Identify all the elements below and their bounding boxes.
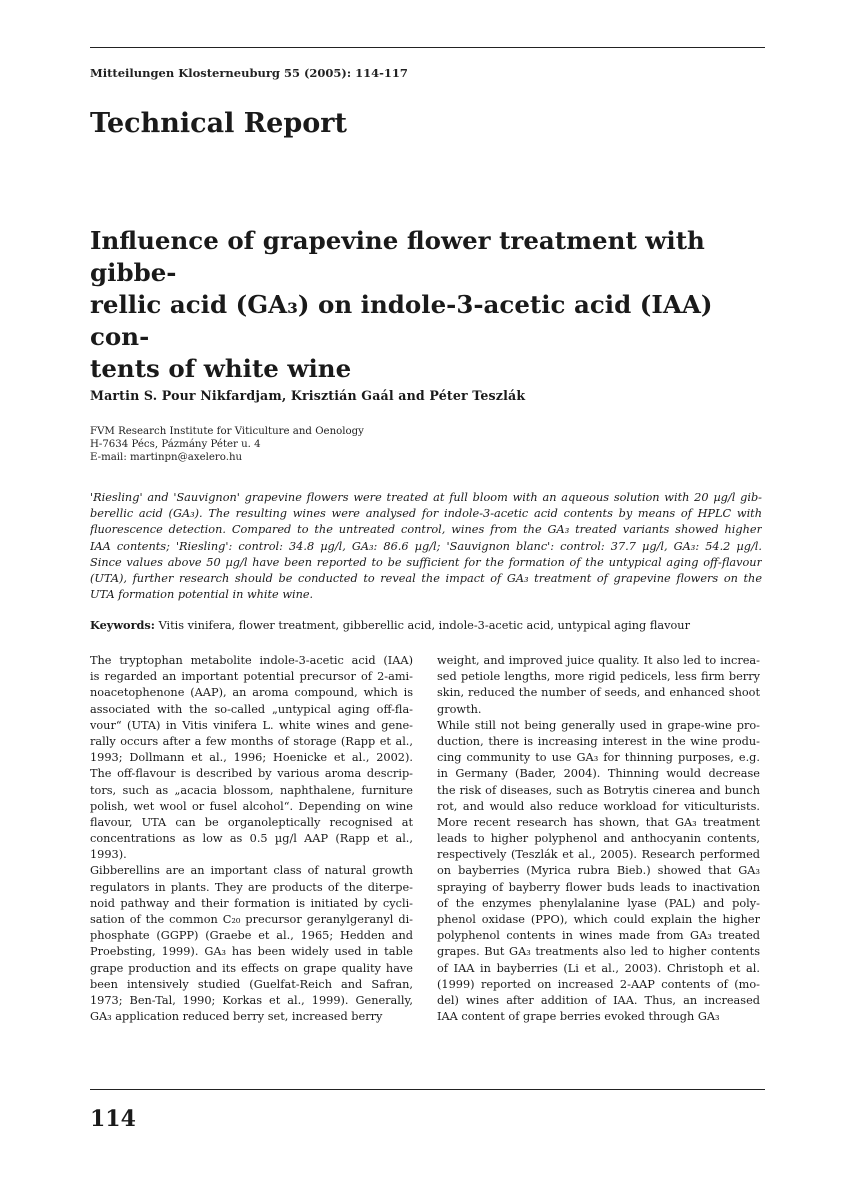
body-line: of the enzymes phenylalanine lyase (PAL) and poly- — [437, 896, 760, 910]
keywords-line — [90, 617, 762, 634]
body-line: (1999) reported on increased 2-AAP contents of (mo- — [437, 977, 760, 991]
journal-citation: Mitteilungen Klosterneuburg 55 (2005): 114-117 — [90, 66, 408, 80]
body-line: phosphate (GGPP) (Graebe et al., 1965; Hedden and — [90, 929, 413, 943]
body-line: noacetophenone (AAP), an aroma compound, which is — [90, 686, 413, 700]
body-line: rot, and would also reduce workload for viticulturists. — [437, 799, 760, 813]
body-line: concentrations as low as 0.5 µg/l AAP (Rapp et al., — [90, 832, 413, 846]
body-line: sation of the common C₂₀ precursor geranylgeranyl di- — [90, 913, 413, 926]
top-rule — [90, 47, 765, 48]
body-line: tors, such as „acacia blossom, naphthalene, furniture — [90, 783, 413, 797]
body-line: The off-flavour is described by various aroma descrip- — [90, 767, 413, 781]
body-line: cing community to use GA₃ for thinning purposes, e.g. — [437, 751, 760, 765]
abstract — [90, 490, 762, 603]
keywords-label: Keywords: — [90, 618, 155, 632]
body-line: 1973; Ben-Tal, 1990; Korkas et al., 1999). Generally, — [90, 993, 413, 1007]
body-line: the risk of diseases, such as Botrytis cinerea and bunch — [437, 783, 760, 797]
abstract-line: 'Riesling' and 'Sauvignon' grapevine flowers were treated at full bloom with an aqueous solution with 20 µg/l gib- — [90, 491, 762, 504]
keywords-text: Vitis vinifera, flower treatment, gibberellic acid, indole-3-acetic acid, untypical aging flavour — [158, 619, 690, 632]
affiliation-block — [90, 425, 364, 464]
abstract-line: Since values above 50 µg/l have been reported to be sufficient for the formation of the untypical aging off-flavour — [90, 555, 762, 569]
body-line: While still not being generally used in grape-wine pro- — [437, 718, 760, 732]
title-line: rellic acid (GA₃) on indole-3-acetic acid (IAA) con- — [90, 290, 713, 351]
bottom-rule — [90, 1089, 765, 1090]
body-line: vour“ (UTA) in Vitis vinifera L. white wines and gene- — [90, 718, 413, 732]
body-line: grape production and its effects on grape quality have — [90, 961, 413, 975]
body-line: on bayberries (Myrica rubra Bieb.) showed that GA₃ — [437, 864, 760, 878]
title-line: Influence of grapevine flower treatment with gibbe- — [90, 226, 705, 287]
body-line: growth. — [437, 702, 482, 716]
body-line: noid pathway and their formation is initiated by cycli- — [90, 896, 413, 910]
body-line: IAA content of grape berries evoked through GA₃ — [437, 1010, 720, 1024]
author-list: Martin S. Pour Nikfardjam, Krisztián Gaál and Péter Teszlák — [90, 388, 526, 403]
paper-title — [90, 225, 750, 385]
body-line: The tryptophan metabolite indole-3-acetic acid (IAA) — [90, 654, 413, 667]
abstract-line: IAA contents; 'Riesling': control: 34.8 µg/l, GA₃: 86.6 µg/l; 'Sauvignon blanc': control: 37.7 µg/l, GA₃: 54.2 µg/l. — [90, 539, 762, 553]
body-line: phenol oxidase (PPO), which could explain the higher — [437, 913, 760, 926]
page-number: 114 — [90, 1106, 136, 1132]
body-line: weight, and improved juice quality. It also led to increa- — [437, 654, 760, 667]
body-line: duction, there is increasing interest in the wine produ- — [437, 734, 760, 748]
body-line: associated with the so-called „untypical aging off-fla- — [90, 702, 413, 716]
body-line: More recent research has shown, that GA₃ treatment — [437, 815, 760, 829]
abstract-line: (UTA), further research should be conducted to reveal the impact of GA₃ treatment of grapevine flowers on the — [90, 571, 762, 585]
body-line: flavour, UTA can be organoleptically recognised at — [90, 815, 413, 829]
affiliation-line: H-7634 Pécs, Pázmány Péter u. 4 — [90, 439, 261, 450]
body-line: del) wines after addition of IAA. Thus, an increased — [437, 993, 760, 1007]
body-line: skin, reduced the number of seeds, and enhanced shoot — [437, 686, 760, 700]
body-line: leads to higher polyphenol and anthocyanin contents, — [437, 832, 760, 846]
body-line: sed petiole lengths, more rigid pedicels, less firm berry — [437, 670, 760, 684]
body-line: in Germany (Bader, 2004). Thinning would decrease — [437, 767, 760, 781]
body-line: polyphenol contents in wines made from GA₃ treated — [437, 929, 760, 943]
body-line: polish, wet wool or fusel alcohol“. Depending on wine — [90, 799, 413, 813]
abstract-line: UTA formation potential in white wine. — [90, 588, 314, 602]
body-line: Proebsting, 1999). GA₃ has been widely used in table — [90, 945, 413, 959]
body-line: rally occurs after a few months of storage (Rapp et al., — [90, 734, 413, 748]
affiliation-email: E-mail: martinpn@axelero.hu — [90, 452, 243, 463]
body-line: grapes. But GA₃ treatments also led to higher contents — [437, 945, 760, 959]
affiliation-line: FVM Research Institute for Viticulture and Oenology — [90, 426, 364, 437]
body-line: GA₃ application reduced berry set, increased berry — [90, 1010, 383, 1024]
body-line: respectively (Teszlák et al., 2005). Research performed — [437, 848, 760, 862]
title-line: tents of white wine — [90, 354, 352, 383]
abstract-line: fluorescence detection. Compared to the untreated control, wines from the GA₃ treated variants showed higher — [90, 523, 762, 537]
body-line: 1993; Dollmann et al., 1996; Hoenicke et al., 2002). — [90, 751, 413, 765]
body-line: been intensively studied (Guelfat-Reich and Safran, — [90, 977, 413, 991]
section-heading: Technical Report — [90, 108, 347, 139]
body-line: is regarded an important potential precursor of 2-ami- — [90, 670, 413, 684]
body-line: Gibberellins are an important class of natural growth — [90, 864, 413, 878]
body-line: spraying of bayberry flower buds leads to inactivation — [437, 880, 760, 894]
abstract-line: berellic acid (GA₃). The resulting wines were analysed for indole-3-acetic acid contents by means of HPLC with — [90, 507, 762, 521]
body-line: 1993). — [90, 848, 127, 862]
body-line: of IAA in bayberries (Li et al., 2003). Christoph et al. — [437, 961, 760, 975]
body-column-left — [90, 653, 413, 1025]
body-column-right — [437, 653, 760, 1025]
body-line: regulators in plants. They are products of the diterpe- — [90, 880, 413, 894]
